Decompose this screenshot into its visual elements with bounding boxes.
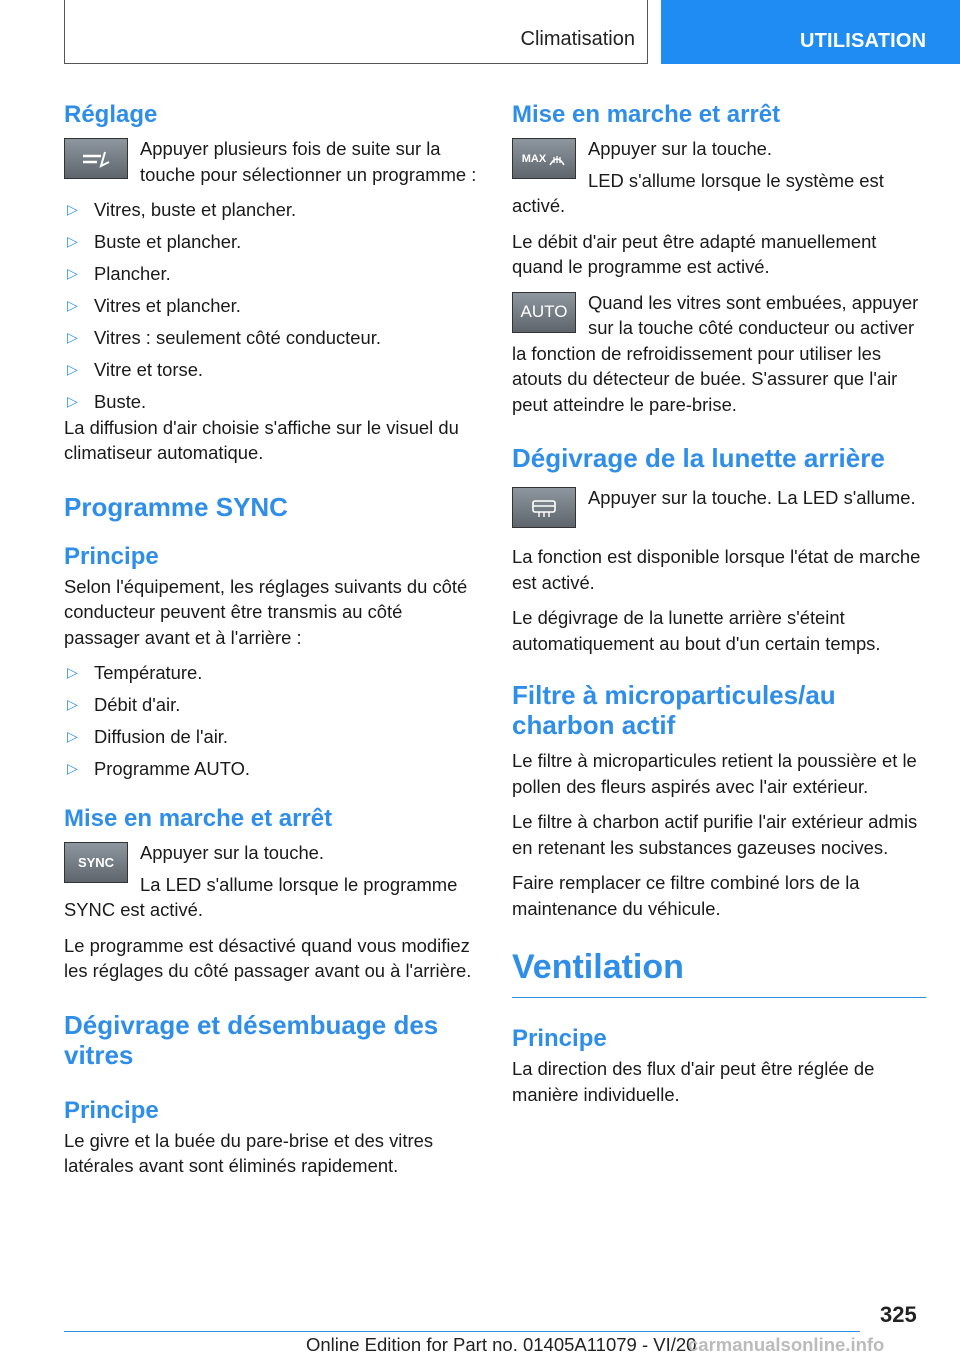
filtre-p3: Faire remplacer ce filtre combiné lors de la maintenance du véhicule. — [512, 872, 860, 919]
sync-onoff-heading: Mise en marche et arrêt — [64, 805, 333, 832]
air-distribution-button-icon — [64, 138, 128, 179]
auto-button-icon: AUTO — [512, 292, 576, 333]
filtre-p1: Le filtre à microparticules retient la poussière et le pollen des fleurs aspirés avec l'air extérieur. — [512, 750, 917, 797]
list-item: ▷ Débit d'air. — [64, 692, 478, 718]
onoff-heading: Mise en marche et arrêt — [512, 101, 781, 128]
right-column — [512, 100, 926, 1107]
triangle-bullet-icon: ▷ — [67, 393, 78, 409]
lunette-p1: La fonction est disponible lorsque l'état de marche est activé. — [512, 546, 921, 593]
footer-watermark: carmanualsonline.info — [688, 1334, 885, 1355]
rear-defrost-button-icon — [512, 487, 576, 528]
sync-onoff-line2: La LED s'allume lorsque le programme SYNC est activé. — [64, 873, 458, 920]
list-item: ▷ Vitres : seulement côté conducteur. — [64, 325, 478, 351]
chapter-tab[interactable]: UTILISATION — [661, 0, 960, 64]
reglage-list — [64, 197, 478, 415]
filtre-heading: Filtre à microparticules/au charbon actif — [512, 680, 836, 740]
list-item: ▷ Vitres, buste et plancher. — [64, 197, 478, 223]
footer-edition: Online Edition for Part no. 01405A11079 - VI/20 — [306, 1334, 697, 1355]
left-column — [64, 100, 478, 1179]
page-number: 325 — [880, 1302, 917, 1327]
filtre-p2: Le filtre à charbon actif purifie l'air extérieur admis en retenant les substances gazeuses nocives. — [512, 811, 918, 858]
sync-onoff-line1: Appuyer sur la touche. — [140, 842, 325, 863]
ventilation-principe-text: La direction des flux d'air peut être réglée de manière individuelle. — [512, 1058, 875, 1105]
ventilation-heading: Ventilation — [512, 948, 684, 986]
degivrage-heading: Dégivrage et désembuage des vitres — [64, 1009, 439, 1070]
reglage-heading: Réglage — [64, 101, 158, 128]
triangle-bullet-icon: ▷ — [67, 664, 78, 680]
triangle-bullet-icon: ▷ — [67, 265, 78, 281]
onoff-line1: Appuyer sur la touche. — [588, 138, 773, 159]
lunette-heading: Dégivrage de la lunette arrière — [512, 443, 885, 473]
ventilation-principe-heading: Principe — [512, 1025, 607, 1052]
list-item: ▷ Buste. — [64, 389, 478, 415]
degivrage-principe-text: Le givre et la buée du pare-brise et des vitres latérales avant sont éliminés rapidement. — [64, 1129, 434, 1176]
sync-list — [64, 660, 478, 782]
reglage-after: La diffusion d'air choisie s'affiche sur le visuel du climatiseur automatique. — [64, 416, 459, 463]
sync-heading: Programme SYNC — [64, 491, 288, 522]
onoff-line2: LED s'allume lorsque le système est activé. — [512, 169, 884, 216]
sync-principe-text: Selon l'équipement, les réglages suivants du côté conducteur peuvent être transmis au côté passager avant et à l'arrière : — [64, 575, 468, 648]
sync-onoff-after: Le programme est désactivé quand vous modifiez les réglages du côté passager avant ou à l'arrière. — [64, 934, 472, 981]
lunette-line: Appuyer sur la touche. La LED s'allume. — [588, 487, 916, 508]
onoff-p2: Quand les vitres sont embuées, appuyer sur la touche côté conducteur ou activer la fonction de refroidissement pour utiliser les atouts du détecteur de buée. S'assurer que l'air peut atteindre le pare-brise. — [512, 291, 919, 415]
triangle-bullet-icon: ▷ — [67, 201, 78, 217]
triangle-bullet-icon: ▷ — [67, 329, 78, 345]
list-item: ▷ Vitres et plancher. — [64, 293, 478, 319]
triangle-bullet-icon: ▷ — [67, 760, 78, 776]
degivrage-principe-heading: Principe — [64, 1096, 159, 1124]
footer-divider — [64, 1331, 860, 1332]
triangle-bullet-icon: ▷ — [67, 233, 78, 249]
list-item: ▷ Température. — [64, 660, 478, 686]
onoff-p1: Le débit d'air peut être adapté manuellement quand le programme est activé. — [512, 230, 877, 277]
triangle-bullet-icon: ▷ — [67, 297, 78, 313]
list-item: ▷ Plancher. — [64, 261, 478, 287]
list-item: ▷ Diffusion de l'air. — [64, 724, 478, 750]
triangle-bullet-icon: ▷ — [67, 728, 78, 744]
list-item: ▷ Vitre et torse. — [64, 357, 478, 383]
triangle-bullet-icon: ▷ — [67, 696, 78, 712]
max-defrost-button-icon: MAX — [512, 138, 576, 179]
sync-button-icon: SYNC — [64, 842, 128, 883]
list-item: ▷ Buste et plancher. — [64, 229, 478, 255]
section-title: Climatisation — [520, 28, 635, 50]
list-item: ▷ Programme AUTO. — [64, 756, 478, 782]
reglage-intro: Appuyer plusieurs fois de suite sur la touche pour sélectionner un programme : — [140, 138, 477, 185]
sync-principe-heading: Principe — [64, 542, 159, 570]
triangle-bullet-icon: ▷ — [67, 361, 78, 377]
lunette-p2: Le dégivrage de la lunette arrière s'éteint automatiquement au bout d'un certain temps. — [512, 607, 881, 654]
